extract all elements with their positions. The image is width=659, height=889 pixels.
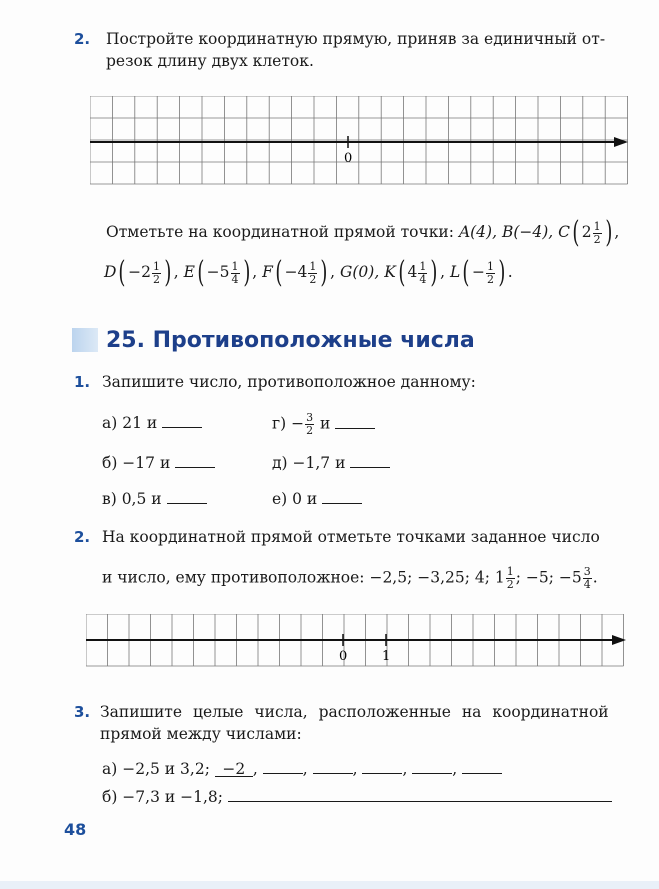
point-k: K: [384, 263, 396, 281]
point-l: L: [449, 263, 461, 281]
task-text: Запишите целые числа, расположенные на координатной прямой между числами:: [100, 703, 609, 743]
answer-v: в) 0,5 и: [102, 488, 207, 510]
zero-label: 0: [344, 151, 353, 166]
answer-row-a: а) −2,5 и 3,2; −2 , , , , ,: [102, 758, 502, 780]
intro: Отметьте на координатной прямой точки:: [106, 223, 454, 241]
answer-blank[interactable]: [462, 759, 502, 774]
point-f: F: [262, 263, 273, 281]
answer-blank[interactable]: [228, 787, 612, 802]
section-title: 25. Противоположные числа: [106, 328, 475, 353]
task-text: На координатной прямой отметьте точками заданное число: [102, 528, 600, 546]
arrow-icon: [612, 635, 626, 645]
answer-blank[interactable]: [175, 453, 215, 468]
task-text: [106, 28, 605, 72]
answer-blank[interactable]: [263, 759, 303, 774]
answer-blank[interactable]: [412, 759, 452, 774]
answer-b: б) −17 и: [102, 452, 215, 474]
point-e: E: [183, 263, 195, 281]
point-d: D: [104, 263, 117, 281]
points-text-2: D( −2 $\frac{1}{2}$ ) , E( −5 $\frac{1}{4}$ ) , F( −4 $\frac{1}{2}$ ) , G(0), K( 4 $\frac{1}{4}$ ) , L( − $\frac{1}{2}$ ) .: [104, 255, 513, 290]
answer-blank[interactable]: [350, 453, 390, 468]
task-number: 2.: [74, 528, 91, 546]
answer-blank[interactable]: [313, 759, 353, 774]
whole: 2: [581, 223, 592, 241]
zero-label: 0: [339, 649, 348, 664]
point-g: G(0),: [340, 263, 380, 281]
text-line: резок длину двух клеток.: [106, 52, 314, 70]
answer-blank[interactable]: [322, 489, 362, 504]
fraction: $\frac{1}{2}$: [153, 259, 161, 286]
task-number: 1.: [74, 373, 91, 391]
answer-row-b: б) −7,3 и −1,8;: [102, 786, 612, 808]
answer-blank[interactable]: [162, 413, 202, 428]
task-text-2: и число, ему противоположное: −2,5; −3,25; 4; 1 $\frac{1}{2}$ ; −5; −5 $\frac{3}{4}$ .: [102, 565, 598, 591]
task-text: Запишите число, противоположное данному:: [102, 373, 476, 391]
point-c: C: [558, 223, 571, 241]
answer-d: д) −1,7 и: [272, 452, 390, 474]
page-edge: [0, 881, 659, 889]
points-text: Отметьте на координатной прямой точки: A(4), B(−4), C( 2 $\frac{1}{2}$ ) ,: [106, 215, 620, 250]
answer-blank[interactable]: [167, 489, 207, 504]
answer-e: е) 0 и: [272, 488, 362, 510]
answer-blank[interactable]: [362, 759, 402, 774]
task-number: 2.: [74, 30, 91, 48]
whole: 4: [407, 263, 418, 281]
coordinate-grid-2[interactable]: [86, 614, 628, 668]
arrow-icon: [614, 137, 628, 147]
answer-a: а) 21 и: [102, 412, 202, 434]
whole: −2: [128, 263, 152, 281]
point-a: A(4),: [458, 223, 498, 241]
answer-g: г) − $\frac{3}{2}$ и: [272, 412, 375, 437]
fraction: $\frac{1}{2}$: [486, 259, 494, 286]
text-line: Постройте координатную прямую, приняв за единичный от-: [106, 30, 606, 48]
fraction: $\frac{1}{2}$: [309, 259, 317, 286]
whole: −: [471, 263, 485, 281]
task-number: 3.: [74, 703, 91, 721]
answer-blank[interactable]: −2: [215, 758, 253, 777]
fraction: $\frac{1}{4}$: [419, 259, 427, 286]
one-label: 1: [382, 649, 391, 664]
whole: −5: [206, 263, 230, 281]
fraction: $\frac{1}{4}$: [231, 259, 239, 286]
whole: −4: [284, 263, 308, 281]
answer-blank[interactable]: [335, 414, 375, 429]
point-b: B(−4),: [501, 223, 554, 241]
page-number: 48: [64, 820, 87, 839]
fraction: $\frac{1}{2}$: [593, 219, 601, 246]
section-marker: [72, 328, 98, 352]
coordinate-grid-1[interactable]: [90, 96, 630, 188]
